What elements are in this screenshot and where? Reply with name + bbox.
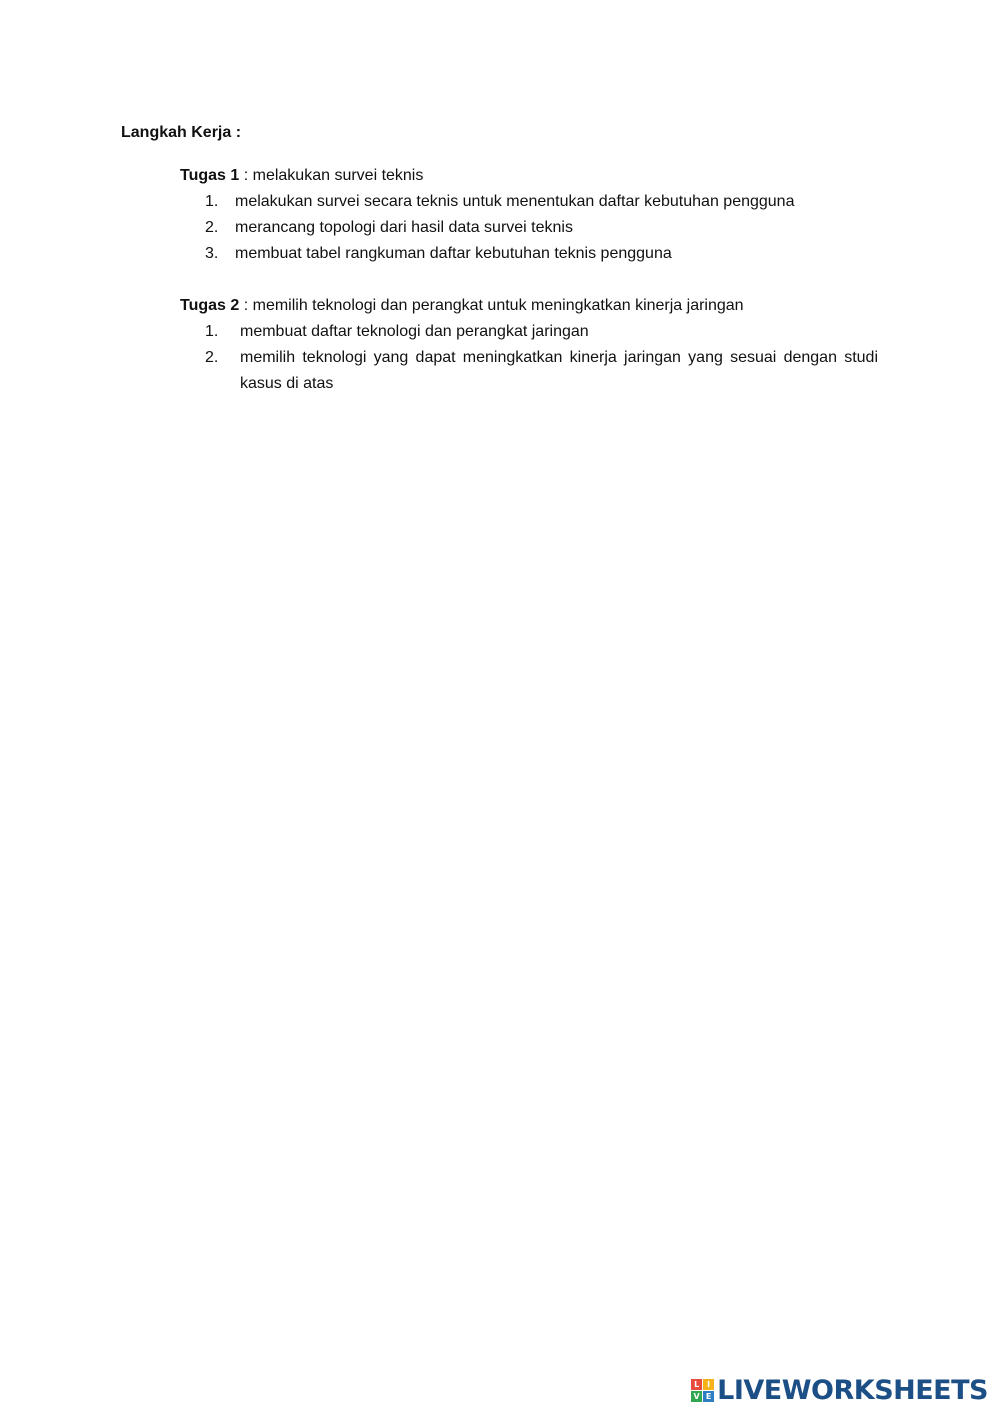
step-text: merancang topologi dari hasil data survei teknis <box>235 219 573 236</box>
badge-letter-l: L <box>691 1379 702 1390</box>
task-1-steps <box>180 189 880 267</box>
list-item <box>180 345 880 397</box>
step-number: 2. <box>205 349 219 366</box>
task-2-label: Tugas 2 <box>180 297 240 314</box>
badge-letter-v: V <box>691 1391 702 1402</box>
task-2-section <box>180 293 880 397</box>
task-1-section <box>180 163 880 267</box>
step-text: melakukan survei secara teknis untuk menentukan daftar kebutuhan pengguna <box>235 193 795 210</box>
task-1-title <box>180 163 880 189</box>
logo-text: LIVEWORKSHEETS <box>717 1375 988 1406</box>
step-text: membuat daftar teknologi dan perangkat jaringan <box>240 323 589 340</box>
step-number: 1. <box>205 323 219 340</box>
liveworksheets-logo[interactable] <box>691 1377 988 1404</box>
list-item <box>180 319 880 345</box>
badge-letter-i: I <box>703 1379 714 1390</box>
list-item <box>180 189 880 215</box>
task-2-steps <box>180 319 880 397</box>
task-1-description: : melakukan survei teknis <box>239 167 424 184</box>
task-2-description: : memilih teknologi dan perangkat untuk meningkatkan kinerja jaringan <box>239 297 744 314</box>
task-2-title <box>180 293 880 319</box>
list-item <box>180 215 880 241</box>
live-badge-icon <box>691 1379 714 1402</box>
step-number: 3. <box>205 245 219 262</box>
step-text: membuat tabel rangkuman daftar kebutuhan teknis pengguna <box>235 245 672 262</box>
task-1-label: Tugas 1 <box>180 167 240 184</box>
page-heading: Langkah Kerja : <box>121 124 242 141</box>
step-text: memilih teknologi yang dapat meningkatkan kinerja jaringan yang sesuai dengan studi kasus di atas <box>240 349 878 392</box>
step-number: 2. <box>205 219 219 236</box>
list-item <box>180 241 880 267</box>
badge-letter-e: E <box>703 1391 714 1402</box>
step-number: 1. <box>205 193 219 210</box>
